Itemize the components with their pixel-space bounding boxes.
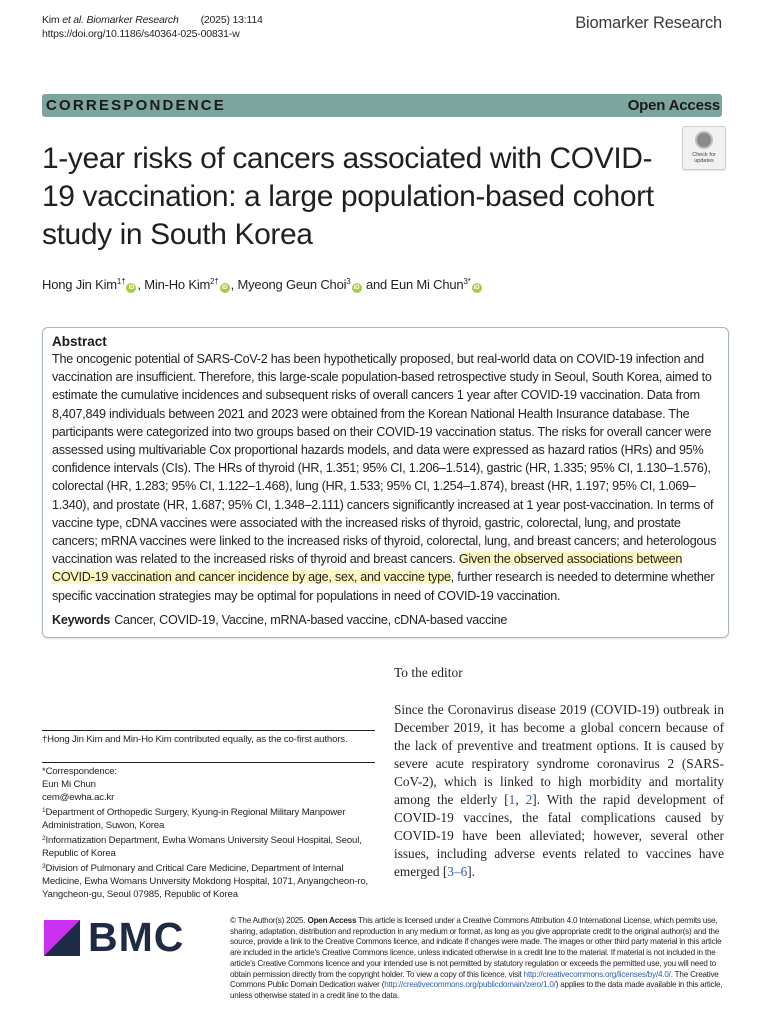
license-text: This article is licensed under a Creative Commons Attribution 4.0 International License, which permits use, sharing, adaptation, distribution and reproduction in any medium or format, as long as you give appropriate credit to the original author(s) and the source, provide a link to the Creative Commons licence, and indicate if changes were made. The images or other third party material in this article are included in the article's Creative Commons licence, unless indicated otherwise in a credit line to the material. If material is not included in the article's Creative Commons licence and your intended use is not permitted by statutory regulation or exceeds the permitted use, you will need to obtain permission directly from the copyright holder. To view a copy of this licence, visit: [230, 916, 722, 979]
author-name[interactable]: Hong Jin Kim: [42, 277, 117, 292]
separator: ,: [230, 277, 238, 292]
doi-link[interactable]: https://doi.org/10.1186/s40364-025-00831-w: [42, 28, 240, 40]
bmc-logo-mark-icon: [44, 920, 80, 956]
reference-link[interactable]: 1: [508, 792, 516, 807]
keywords-list: Cancer, COVID-19, Vaccine, mRNA-based vaccine, cDNA-based vaccine: [114, 612, 508, 627]
paragraph-text: ,: [515, 792, 526, 807]
footnote-divider: [42, 762, 375, 763]
section-heading: To the editor: [394, 665, 463, 680]
citation-etal: et al.: [62, 14, 84, 26]
affiliation-text: Division of Pulmonary and Critical Care Medicine, Department of Internal Medicine, Ewha Womans University Mokdong Hospital, 1071, Anyangcheon-ro, Yangcheon-gu, Seoul 07985, Republic of Korea: [42, 863, 369, 900]
keywords-label: Keywords: [52, 612, 111, 627]
check-for-updates-button[interactable]: [682, 126, 726, 170]
author-list: [42, 277, 483, 293]
affiliation: [42, 860, 377, 901]
footnote-divider: [42, 730, 375, 731]
paragraph-text: Since the Coronavirus disease 2019 (COVID-19) outbreak in December 2019, it has become a global concern because of the lack of preventive and treatment options. It is caused by severe acute respiratory syndrome coronavirus 2 (SARS-CoV-2), which is linked to high morbidity and mortality among the elderly [: [394, 702, 724, 807]
orcid-icon[interactable]: iD: [352, 283, 362, 293]
citation-journal: Biomarker Research: [86, 14, 179, 26]
license-text: . The Creative Commons Public Domain Dedication waiver (: [230, 969, 719, 990]
abstract-heading: Abstract: [52, 334, 107, 349]
author-affiliation: 2†: [210, 277, 219, 286]
intro-paragraph: [394, 701, 724, 881]
copyright: © The Author(s) 2025.: [230, 916, 306, 925]
author-name[interactable]: Myeong Geun Choi: [237, 277, 347, 292]
citation-author: Kim: [42, 14, 60, 26]
affiliation-number: 1: [42, 807, 46, 814]
affiliation-number: 3: [42, 863, 46, 870]
abstract-text-part: , further research is needed to determine whether specific vaccination strategies may be optimal for populations in need of COVID-19 vaccination.: [52, 570, 715, 603]
article-type: CORRESPONDENCE: [46, 97, 226, 114]
author-affiliation: 3: [346, 277, 351, 286]
abstract-text: [52, 350, 720, 605]
equal-contribution-note: †Hong Jin Kim and Min-Ho Kim contributed equally, as the co-first authors.: [42, 734, 348, 745]
affiliation: [42, 832, 377, 860]
abstract-box: [42, 327, 729, 638]
reference-link[interactable]: 2: [525, 792, 533, 807]
abstract-text-part: The oncogenic potential of SARS-CoV-2 has been hypothetically proposed, but real-world data on COVID-19 infection and vaccination are insufficient. Therefore, this large-scale population-based retrospective study in Seoul, South Korea, aimed to estimate the cumulative incidences and subsequent risks of overall cancers 1 year after COVID-19 vaccination. Data from 8,407,849 individuals between 2021 and 2023 were obtained from the Korean National Health Insurance database. The participants were categorized into two groups based on their COVID-19 vaccination status. The risks for overall cancer were assessed using multivariable Cox proportional hazards models, and data were expressed as hazard ratios (HRs) and 95% confidence intervals (CIs). The HRs of thyroid (HR, 1.351; 95% CI, 1.206–1.514), gastric (HR, 1.335; 95% CI, 1.130–1.576), colorectal (HR, 1.283; 95% CI, 1.122–1.468), lung (HR, 1.533; 95% CI, 1.254–1.874), breast (HR, 1.197; 95% CI, 1.069–1.340), and prostate (HR, 1.687; 95% CI, 1.348–2.111) cancers significantly increased at 1 year post-vaccination. In terms of vaccine type, cDNA vaccines were associated with the increased risks of thyroid, gastric, colorectal, lung, and prostate cancers; mRNA vaccines were linked to the increased risks of thyroid, colorectal, lung, and breast cancers; and heterologous vaccination was related to the increased risks of thyroid and breast cancers.: [52, 352, 717, 567]
article-type-band: [42, 94, 722, 117]
affiliation-text: Department of Orthopedic Surgery, Kyung-in Regional Military Manpower Administration, Suwon, Korea: [42, 807, 346, 831]
orcid-icon[interactable]: iD: [126, 283, 136, 293]
affiliation-text: Informatization Department, Ewha Womans University Seoul Hospital, Seoul, Republic of Korea: [42, 835, 362, 859]
correspondent-email[interactable]: cem@ewha.ac.kr: [42, 792, 115, 803]
correspondence-label: *Correspondence:: [42, 766, 117, 777]
running-header: [42, 13, 263, 41]
article-title: 1-year risks of cancers associated with COVID-19 vaccination: a large population-based cohort study in South Korea: [42, 142, 654, 251]
author-affiliation: 1†: [116, 277, 126, 286]
license-link[interactable]: http://creativecommons.org/licenses/by/4.0/: [523, 969, 671, 979]
highlighted-text: Given the observed associations between COVID-19 vaccination and cancer incidence by age, sex, and vaccine type: [52, 552, 683, 585]
author-affiliation: 3*: [463, 277, 471, 286]
orcid-icon[interactable]: iD: [472, 283, 482, 293]
author-name[interactable]: Min-Ho Kim: [144, 277, 211, 292]
journal-name: Biomarker Research: [575, 14, 722, 32]
keywords: [52, 611, 720, 629]
license-text: ) applies to the data made available in this article, unless otherwise stated in a credit line to the data.: [230, 980, 723, 1000]
open-access-bold: Open Access: [307, 916, 357, 925]
license-statement: [230, 916, 727, 1002]
open-access-label: Open Access: [627, 97, 720, 114]
bmc-logo-text: BMC: [88, 914, 185, 960]
author-name[interactable]: Eun Mi Chun: [390, 277, 464, 292]
check-for-updates-icon: [695, 131, 713, 149]
affiliation-number: 2: [42, 835, 46, 842]
separator: and: [362, 277, 391, 292]
correspondent-name: Eun Mi Chun: [42, 779, 96, 790]
citation: [42, 13, 179, 27]
orcid-icon[interactable]: iD: [220, 283, 230, 293]
paragraph-text: ]. With the rapid development of COVID-19 vaccines, the fatal complications caused by COVID-19 have been alleviated; however, several other issues, including adverse events related to vaccines have emerged [: [394, 792, 724, 879]
reference-link[interactable]: 3–6: [447, 864, 468, 879]
affiliation: [42, 804, 377, 832]
bmc-logo: [44, 914, 196, 960]
volume-info: (2025) 13:114: [200, 14, 263, 26]
separator: ,: [137, 277, 145, 292]
correspondence-block: [42, 765, 377, 901]
check-for-updates-label: Check for updates: [692, 152, 716, 164]
paragraph-text: ].: [467, 864, 476, 879]
public-domain-link[interactable]: http://creativecommons.org/publicdomain/zero/1.0/: [384, 980, 556, 990]
